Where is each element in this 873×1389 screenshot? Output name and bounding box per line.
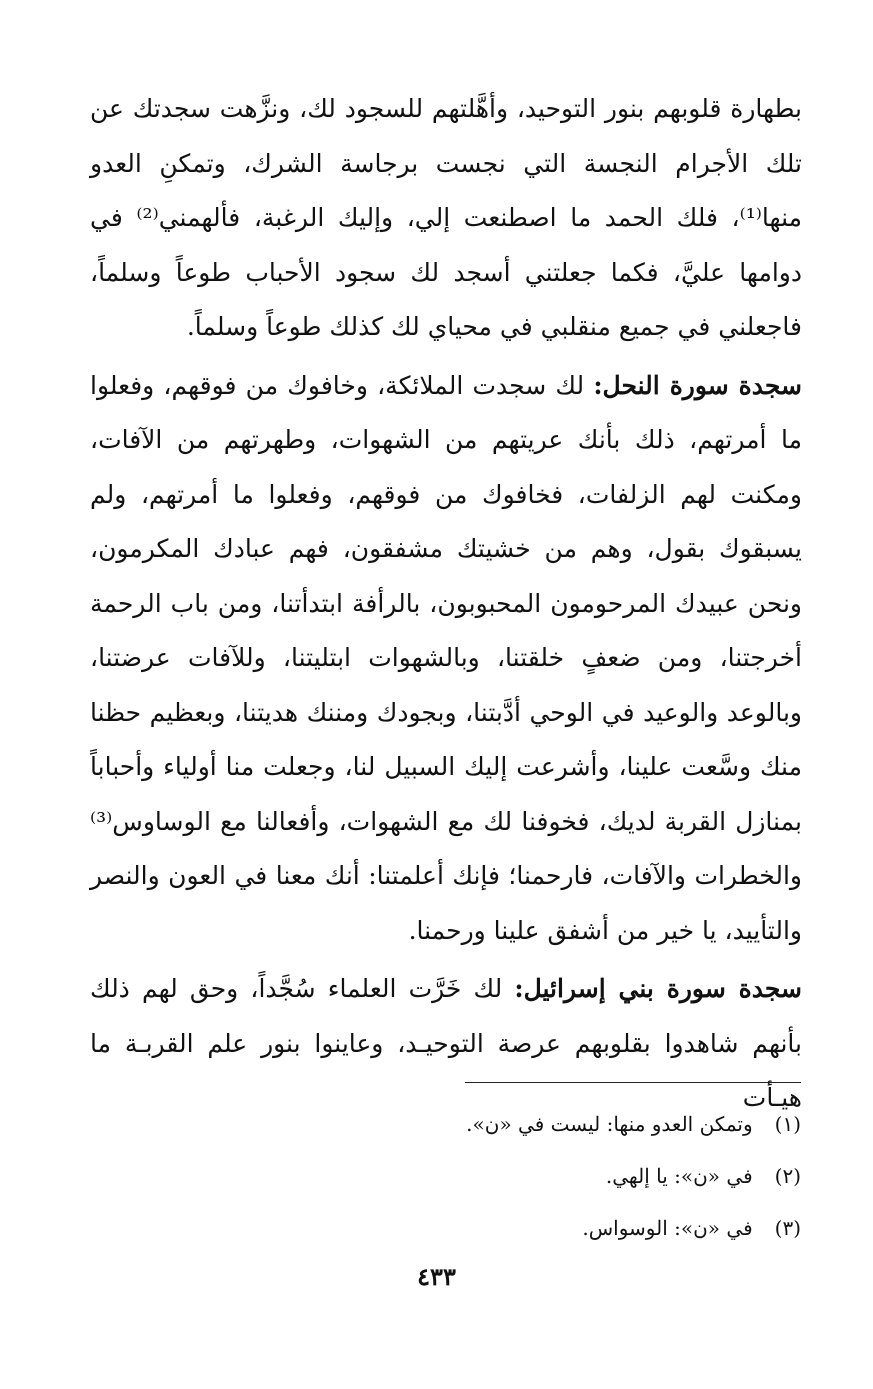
footnote-number: (٣) — [774, 1216, 801, 1240]
footnote-number: (٢) — [774, 1164, 801, 1188]
footnote-text: وتمكن العدو منها: ليست في «ن». — [466, 1112, 753, 1136]
footnote-number: (١) — [774, 1112, 801, 1136]
paragraph-text: لك خَرَّت العلماء سُجَّداً، وحق لهم ذلك بأنهم شاهدوا بقلوبهم عرصة التوحيـد، وعاينوا بنور علم القربـة ما هيـأت — [90, 974, 802, 1112]
page-number: ٤٣٣ — [417, 1262, 456, 1291]
page-body — [90, 82, 802, 1126]
paragraph-text: بطهارة قلوبهم بنور التوحيد، وأهَّلتهم للسجود لك، ونزَّهت سجدتك عن تلك الأجرام النجسة التي نجست برجاسة الشرك، وتمكنِ العدو منها⁽¹⁾، فلك الحمد ما اصطنعت إلي، وإليك الرغبة، فألهمني⁽²⁾ في دوامها عليَّ، فكما جعلتني أسجد لك سجود الأحباب طوعاً وسلماً، فاجعلني في جميع منقلبي في محياي لك كذلك طوعاً وسلماً. — [90, 94, 803, 341]
paragraph — [90, 82, 802, 355]
footnotes — [101, 1098, 801, 1254]
paragraph — [90, 359, 802, 959]
section-heading: سجدة سورة النحل: — [593, 370, 802, 400]
footnote-text: في «ن»: يا إلهي. — [605, 1164, 753, 1188]
section-heading: سجدة سورة بني إسرائيل: — [514, 974, 802, 1003]
footnote — [101, 1202, 801, 1254]
footnote — [101, 1150, 801, 1202]
paragraph-text: لك سجدت الملائكة، وخافوك من فوقهم، وفعلوا ما أمرتهم، ذلك بأنك عريتهم من الشهوات، وطهرتهم من الآفات، ومكنت لهم الزلفات، فخافوك من فوقهم، وفعلوا ما أمرتهم، ولم يسبقوك بقول، وهم من خشيتك مشفقون، فهم عبادك المكرمون، ونحن عبيدك المرحومون المحبوبون، بالرأفة ابتدأتنا، ومن باب الرحمة أخرجتنا، ومن ضعفٍ خلقتنا، وبالشهوات ابتليتنا، وللآفات عرضتنا، وبالوعد والوعيد في الوحي أدَّبتنا، وبجودك ومننك هديتنا، وبعظيم حظنا منك وسَّعت علينا، وأشرعت إليك السبيل لنا، وجعلت منا أولياء وأحباباً بمنازل القربة لديك، فخوفنا لك مع الشهوات، وأفعالنا مع الوساوس⁽³⁾ والخطرات والآفات، فارحمنا؛ فإنك أعلمتنا: أنك معنا في العون والنصر والتأييد، يا خير من أشفق علينا ورحمنا. — [90, 370, 802, 945]
footnote-divider — [465, 1082, 801, 1083]
footnote — [101, 1098, 801, 1150]
footnote-text: في «ن»: الوسواس. — [582, 1216, 753, 1240]
